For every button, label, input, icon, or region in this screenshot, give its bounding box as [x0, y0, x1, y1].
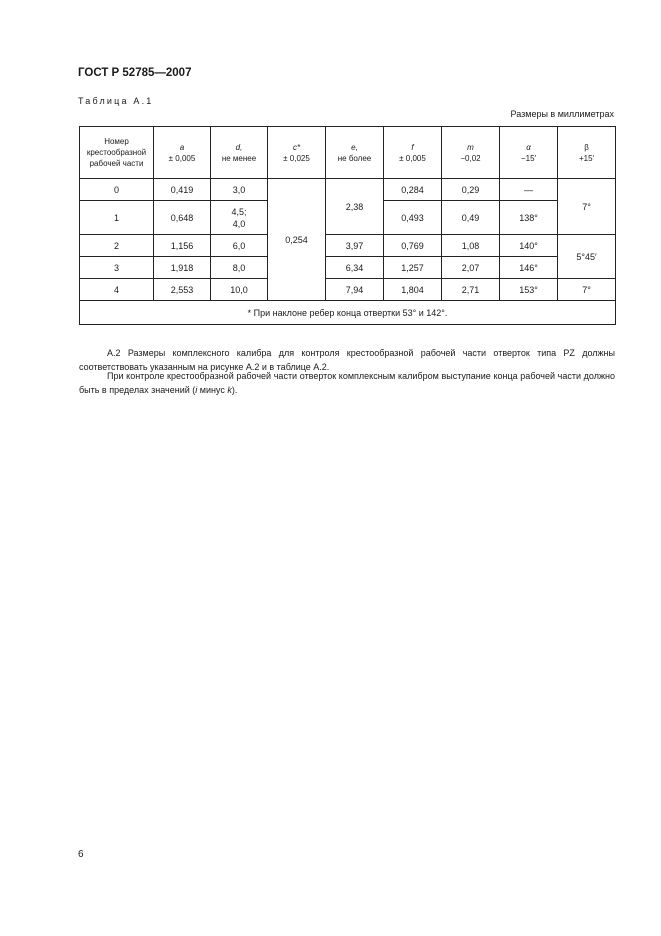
- cell-beta-merged: 5°45′: [558, 235, 616, 279]
- cell-beta-merged: 7°: [558, 179, 616, 235]
- cell-number: 1: [80, 201, 154, 235]
- cell-number: 2: [80, 235, 154, 257]
- cell-m: 2,71: [442, 279, 500, 301]
- cell-d: 10,0: [211, 279, 268, 301]
- col-header-e: e, не более: [326, 127, 384, 179]
- cell-alpha: 138°: [500, 201, 558, 235]
- table-caption: Таблица А.1: [78, 96, 154, 106]
- paragraph-a2: А.2 Размеры комплексного калибра для контроля крестообразной рабочей части отверток типа PZ должны соответствовать указанным на рисунке А.2 и в таблице А.2.: [79, 348, 615, 372]
- cell-alpha: —: [500, 179, 558, 201]
- table-row: [80, 257, 616, 279]
- cell-d: 6,0: [211, 235, 268, 257]
- cell-alpha: 140°: [500, 235, 558, 257]
- cell-e: 3,97: [326, 235, 384, 257]
- cell-d: 3,0: [211, 179, 268, 201]
- table-row: [80, 235, 616, 257]
- cell-a: 1,918: [154, 257, 211, 279]
- col-header-number: Номер крестообразной рабочей части: [80, 127, 154, 179]
- document-header: ГОСТ Р 52785—2007: [78, 67, 192, 79]
- cell-f: 0,284: [384, 179, 442, 201]
- cell-number: 3: [80, 257, 154, 279]
- cell-m: 1,08: [442, 235, 500, 257]
- cell-e: 7,94: [326, 279, 384, 301]
- table-row: [80, 179, 616, 201]
- col-header-d: d, не менее: [211, 127, 268, 179]
- col-header-c: c* ± 0,025: [268, 127, 326, 179]
- cell-d: 4,5; 4,0: [211, 201, 268, 235]
- cell-a: 1,156: [154, 235, 211, 257]
- cell-a: 2,553: [154, 279, 211, 301]
- cell-m: 0,49: [442, 201, 500, 235]
- cell-m: 2,07: [442, 257, 500, 279]
- table-header-row: [80, 127, 616, 179]
- dimensions-table: [79, 126, 616, 325]
- table-footnote: * При наклоне ребер конца отвертки 53° и 142°.: [80, 301, 616, 325]
- cell-m: 0,29: [442, 179, 500, 201]
- cell-f: 1,257: [384, 257, 442, 279]
- table-footnote-row: [80, 301, 616, 325]
- cell-f: 0,769: [384, 235, 442, 257]
- units-note: Размеры в миллиметрах: [510, 109, 614, 119]
- cell-c-merged: 0,254: [268, 179, 326, 301]
- paragraph-control: При контроле крестообразной рабочей части отверток комплексным калибром выступание конца рабочей части должно быть в пределах значений (i минус k).: [79, 371, 615, 395]
- cell-d: 8,0: [211, 257, 268, 279]
- cell-number: 4: [80, 279, 154, 301]
- cell-alpha: 153°: [500, 279, 558, 301]
- col-header-f: f ± 0,005: [384, 127, 442, 179]
- cell-a: 0,419: [154, 179, 211, 201]
- cell-f: 1,804: [384, 279, 442, 301]
- cell-f: 0,493: [384, 201, 442, 235]
- col-header-m: m −0,02: [442, 127, 500, 179]
- cell-number: 0: [80, 179, 154, 201]
- cell-e-merged: 2,38: [326, 179, 384, 235]
- cell-a: 0,648: [154, 201, 211, 235]
- col-header-beta: β +15′: [558, 127, 616, 179]
- col-header-a: a ± 0,005: [154, 127, 211, 179]
- cell-beta: 7°: [558, 279, 616, 301]
- table-row: [80, 279, 616, 301]
- col-header-alpha: α −15′: [500, 127, 558, 179]
- cell-e: 6,34: [326, 257, 384, 279]
- page-number: 6: [78, 849, 84, 860]
- cell-alpha: 146°: [500, 257, 558, 279]
